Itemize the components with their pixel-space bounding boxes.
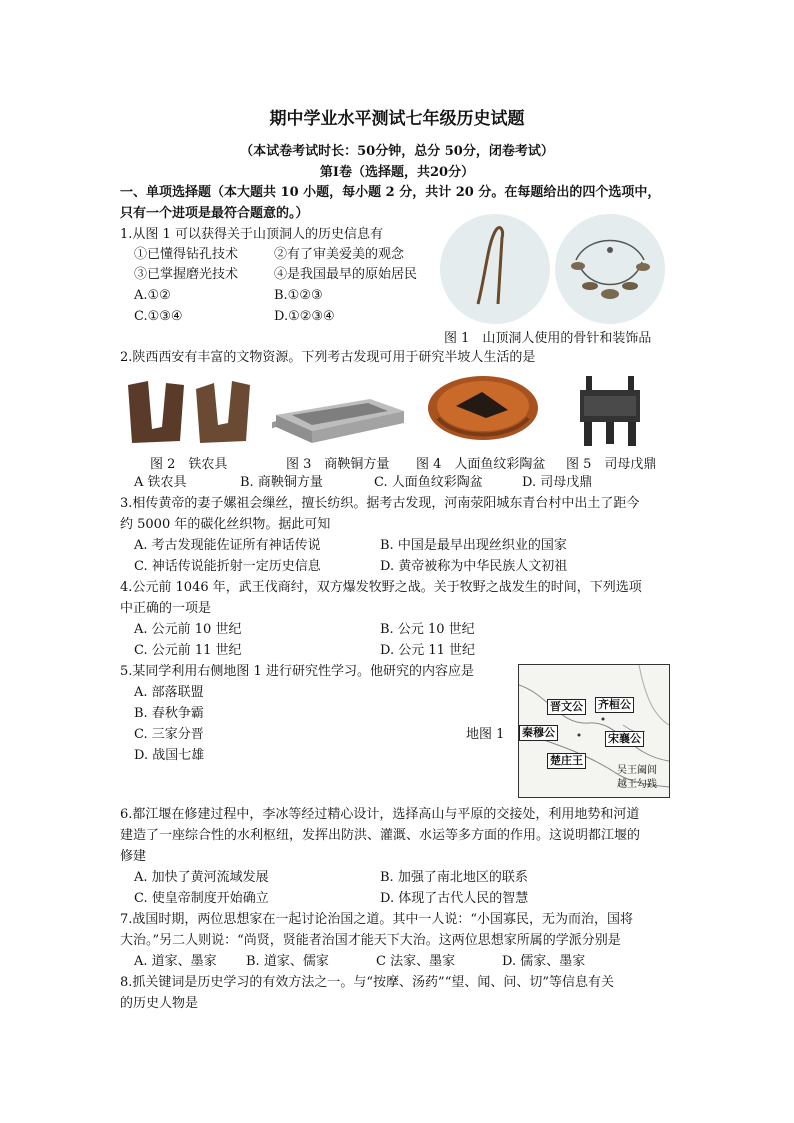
section-instruction-1: 一、单项选择题（本大题共 10 小题，每小题 2 分，共计 20 分。在每题给出的四个选项中， bbox=[120, 185, 661, 200]
q8-stem-1: 8.抓关键词是历史学习的有效方法之一。与“按摩、汤药”“望、闻、问、切”等信息有关 bbox=[120, 975, 614, 990]
map-label-qin-mugong: 秦穆公 bbox=[519, 725, 558, 741]
q4-option-b: B. 公元 10 世纪 bbox=[380, 622, 475, 637]
map-label-jin-wengong: 晋文公 bbox=[547, 699, 586, 715]
q4-option-c: C. 公元前 11 世纪 bbox=[134, 643, 242, 658]
q7-stem-2: 大治。”另二人则说：“尚贤，贤能者治国才能天下大治。这两位思想家所属的学派分别是 bbox=[120, 933, 621, 948]
q2-stem: 2.陕西西安有丰富的文物资源。下列考古发现可用于研究半坡人生活的是 bbox=[120, 350, 536, 365]
q4-option-a: A. 公元前 10 世纪 bbox=[134, 622, 242, 637]
map-1-label: 地图 1 bbox=[466, 727, 505, 742]
exam-title: 期中学业水平测试七年级历史试题 bbox=[269, 109, 525, 129]
figure-4-caption: 图 4 人面鱼纹彩陶盆 bbox=[416, 457, 546, 472]
map-label-qi-huangong: 齐桓公 bbox=[595, 697, 634, 713]
figure-1-caption: 图 1 山顶洞人使用的骨针和装饰品 bbox=[444, 331, 652, 346]
exam-note: （本试卷考试时长：50分钟，总分 50分，闭卷考试） bbox=[240, 144, 554, 159]
q6-stem-1: 6.都江堰在修建过程中，李冰等经过精心设计，选择高山与平原的交接处，利用地势和河道 bbox=[120, 807, 640, 822]
q7-option-c: C 法家、墨家 bbox=[376, 954, 456, 969]
q3-option-b: B. 中国是最早出现丝织业的国家 bbox=[380, 538, 567, 553]
figure-5-caption: 图 5 司母戊鼎 bbox=[566, 457, 657, 472]
map-label-yue-goujian: 越王勾践 bbox=[617, 779, 657, 790]
q4-stem-1: 4.公元前 1046 年，武王伐商纣，双方爆发牧野之战。关于牧野之战发生的时间，下列选项 bbox=[120, 580, 642, 595]
q3-stem-2: 约 5000 年的碳化丝织物。据此可知 bbox=[120, 517, 331, 532]
figure-2-caption: 图 2 铁农具 bbox=[150, 457, 228, 472]
q3-stem-1: 3.相传黄帝的妻子嫘祖会缫丝，擅长纺织。据考古发现，河南荥阳城东青台村中出土了距今 bbox=[120, 496, 640, 511]
q1-statement-4: ④是我国最早的原始居民 bbox=[274, 267, 418, 282]
q2-option-c: C. 人面鱼纹彩陶盆 bbox=[374, 475, 483, 490]
figure-1-bone-needle-ornaments bbox=[438, 212, 668, 326]
q7-option-d: D. 儒家、墨家 bbox=[502, 954, 586, 969]
q1-option-a: A.①② bbox=[134, 288, 171, 303]
figure-3-caption: 图 3 商鞅铜方量 bbox=[286, 457, 390, 472]
q8-stem-2: 的历史人物是 bbox=[120, 996, 199, 1011]
q6-stem-2: 建造了一座综合性的水利枢纽，发挥出防洪、灌溉、水运等多方面的作用。这说明都江堰的 bbox=[120, 828, 641, 843]
q3-option-c: C. 神话传说能折射一定历史信息 bbox=[134, 559, 321, 574]
figure-2-iron-tools bbox=[122, 375, 264, 447]
map-label-song-xianggong: 宋襄公 bbox=[605, 731, 644, 747]
map-label-wu-helu: 吴王阖闾 bbox=[617, 765, 657, 776]
q1-statement-1: ①已懂得钻孔技术 bbox=[134, 247, 239, 262]
q2-option-d: D. 司母戊鼎 bbox=[522, 475, 593, 490]
q1-stem: 1.从图 1 可以获得关于山顶洞人的历史信息有 bbox=[120, 227, 383, 242]
q4-stem-2: 中正确的一项是 bbox=[120, 601, 212, 616]
map-label-chu-zhuangwang: 楚庄王 bbox=[547, 753, 586, 769]
q3-option-a: A. 考古发现能佐证所有神话传说 bbox=[134, 538, 321, 553]
section-instruction-2: 只有一个进项是最符合题意的。） bbox=[120, 206, 309, 221]
q5-option-b: B. 春秋争霸 bbox=[134, 706, 204, 721]
q3-option-d: D. 黄帝被称为中华民族人文初祖 bbox=[380, 559, 568, 574]
q1-option-c: C.①③④ bbox=[134, 309, 183, 324]
q7-option-a: A. 道家、墨家 bbox=[134, 954, 217, 969]
q7-option-b: B. 道家、儒家 bbox=[246, 954, 329, 969]
q7-stem-1: 7.战国时期，两位思想家在一起讨论治国之道。其中一人说：“小国寡民，无为而治，国将 bbox=[120, 912, 634, 927]
q6-option-a: A. 加快了黄河流域发展 bbox=[134, 870, 269, 885]
figure-4-painted-pottery-basin bbox=[426, 370, 540, 450]
map-1-spring-autumn bbox=[518, 664, 670, 798]
q5-option-c: C. 三家分晋 bbox=[134, 727, 204, 742]
q2-option-b: B. 商鞅铜方量 bbox=[240, 475, 323, 490]
q5-option-a: A. 部落联盟 bbox=[134, 685, 204, 700]
volume-heading: 第Ⅰ卷（选择题，共20分） bbox=[319, 165, 475, 180]
q1-statement-3: ③已掌握磨光技术 bbox=[134, 267, 239, 282]
q5-option-d: D. 战国七雄 bbox=[134, 748, 205, 763]
q1-option-d: D.①②③④ bbox=[274, 309, 335, 324]
q1-statement-2: ②有了审美爱美的观念 bbox=[274, 247, 405, 262]
q6-option-c: C. 使皇帝制度开始确立 bbox=[134, 891, 269, 906]
q1-option-b: B.①②③ bbox=[274, 288, 323, 303]
q2-option-a: A 铁农具 bbox=[134, 475, 187, 490]
q4-option-d: D. 公元 11 世纪 bbox=[380, 643, 476, 658]
q5-stem: 5.某同学利用右侧地图 1 进行研究性学习。他研究的内容应是 bbox=[120, 664, 474, 679]
q6-option-b: B. 加强了南北地区的联系 bbox=[380, 870, 528, 885]
figure-5-simuwu-ding bbox=[572, 372, 648, 450]
q6-option-d: D. 体现了古代人民的智慧 bbox=[380, 891, 529, 906]
figure-3-shang-yang-measure bbox=[272, 385, 408, 447]
q6-stem-3: 修建 bbox=[120, 849, 147, 864]
